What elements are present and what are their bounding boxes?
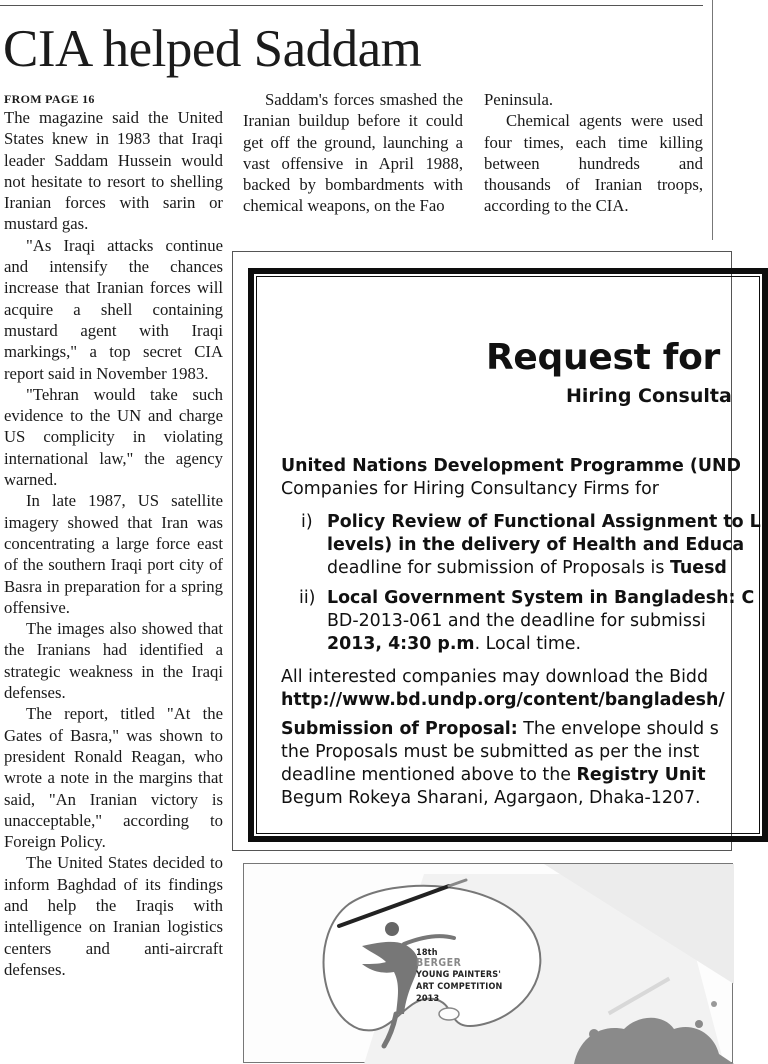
article-paragraph: Peninsula. xyxy=(484,90,554,109)
ad-item-number: ii) xyxy=(299,588,316,608)
art-title-line-2: ART COMPETITION xyxy=(416,982,503,992)
ad-item-2-local-time: . Local time. xyxy=(474,634,582,654)
art-competition-advertisement xyxy=(243,863,733,1063)
ad-item-number: i) xyxy=(301,512,313,532)
art-year: 2013 xyxy=(416,994,440,1004)
article-paragraph: Saddam's forces smashed the Iranian buildup before it could get off the ground, launching a vast offensive in April 1988, backed by bombardments with chemical weapons, on the Fao xyxy=(243,90,463,216)
ad-download-link[interactable]: http://www.bd.undp.org/content/bangladesh/ xyxy=(281,690,725,710)
article-headline: CIA helped Saddam xyxy=(3,20,422,78)
article-paragraph: "As Iraqi attacks continue and intensify the chances increase that Iranian forces will acquire a shell containing mustard agent with Iraqi markings," a top secret CIA report said in November 1983. xyxy=(4,235,223,383)
ad-item-2-line-3 xyxy=(327,633,581,657)
ad-item-1-deadline-text: deadline for submission of Proposals is xyxy=(327,558,670,578)
article-paragraph: "Tehran would take such evidence to the UN and charge US complicity in violating international law," the agency warned. xyxy=(4,384,223,490)
column-divider xyxy=(712,0,713,240)
ad-item-1-line-2: levels) in the delivery of Health and Educa xyxy=(327,535,745,555)
ad-item-1-line-1: Policy Review of Functional Assignment to L xyxy=(327,512,761,532)
ad-submission-line-1 xyxy=(281,718,719,742)
top-rule xyxy=(0,5,703,6)
ad-item-1-line-3 xyxy=(327,557,727,581)
ad-subtitle: Hiring Consulta xyxy=(566,385,732,407)
ad-item-2-deadline: 2013, 4:30 p.m xyxy=(327,634,475,654)
ad-title: Request for xyxy=(486,337,720,378)
article-column-1 xyxy=(4,89,223,1053)
art-edition: 18th xyxy=(416,948,438,958)
ad-item-1-deadline-day: Tuesd xyxy=(669,558,727,578)
ad-submission-text: The envelope should s xyxy=(517,719,719,739)
art-title-line-1: YOUNG PAINTERS' xyxy=(416,970,501,980)
jump-line: FROM PAGE 16 xyxy=(4,92,95,106)
article-paragraph: The United States decided to inform Baghdad of its findings and help the Iraqis with intelligence on Iranian logistics centers and anti-aircraft defenses. xyxy=(4,853,223,979)
ad-submission-line-3 xyxy=(281,764,706,788)
ad-item-2-line-1: Local Government System in Bangladesh: C xyxy=(327,588,755,608)
article-paragraph: The magazine said the United States knew in 1983 that Iraqi leader Saddam Hussein would not hesitate to resort to shelling Iranian forces with sarin or mustard gas. xyxy=(4,108,223,234)
ad-submission-label: Submission of Proposal: xyxy=(281,719,518,739)
art-brand: BERGER xyxy=(416,957,462,969)
ad-submission-line-2: the Proposals must be submitted as per the inst xyxy=(281,742,700,762)
article-paragraph: Chemical agents were used four times, each time killing between hundreds and thousands of Iranian troops, according to the CIA. xyxy=(484,111,703,216)
ad-submission-text: deadline mentioned above to the xyxy=(281,765,577,785)
ad-address: Begum Rokeya Sharani, Agargaon, Dhaka-1207. xyxy=(281,788,701,808)
article-paragraph: The report, titled "At the Gates of Basra," was shown to president Ronald Reagan, who wrote a note in the margins that said, "An Iranian victory is unacceptable," according to Foreign Policy. xyxy=(4,704,223,852)
article-column-2 xyxy=(243,89,463,241)
ad-intro-bold: United Nations Development Programme (UND xyxy=(281,456,741,476)
article-paragraph: The images also showed that the Iranians had identified a strategic weakness in the Iraqi defenses. xyxy=(4,619,223,703)
ad-download-text: All interested companies may download the Bidd xyxy=(281,667,708,687)
ad-intro: Companies for Hiring Consultancy Firms for xyxy=(281,479,659,499)
article-column-3 xyxy=(484,89,703,241)
article-paragraph: In late 1987, US satellite imagery showed that Iran was concentrating a large force east of the southern Iraqi port city of Basra in preparation for a spring offensive. xyxy=(4,491,223,617)
palette-graphic xyxy=(244,864,734,1064)
ad-item-2-line-2: BD-2013-061 and the deadline for submissi xyxy=(327,611,706,631)
ad-registry-unit: Registry Unit xyxy=(576,765,706,785)
